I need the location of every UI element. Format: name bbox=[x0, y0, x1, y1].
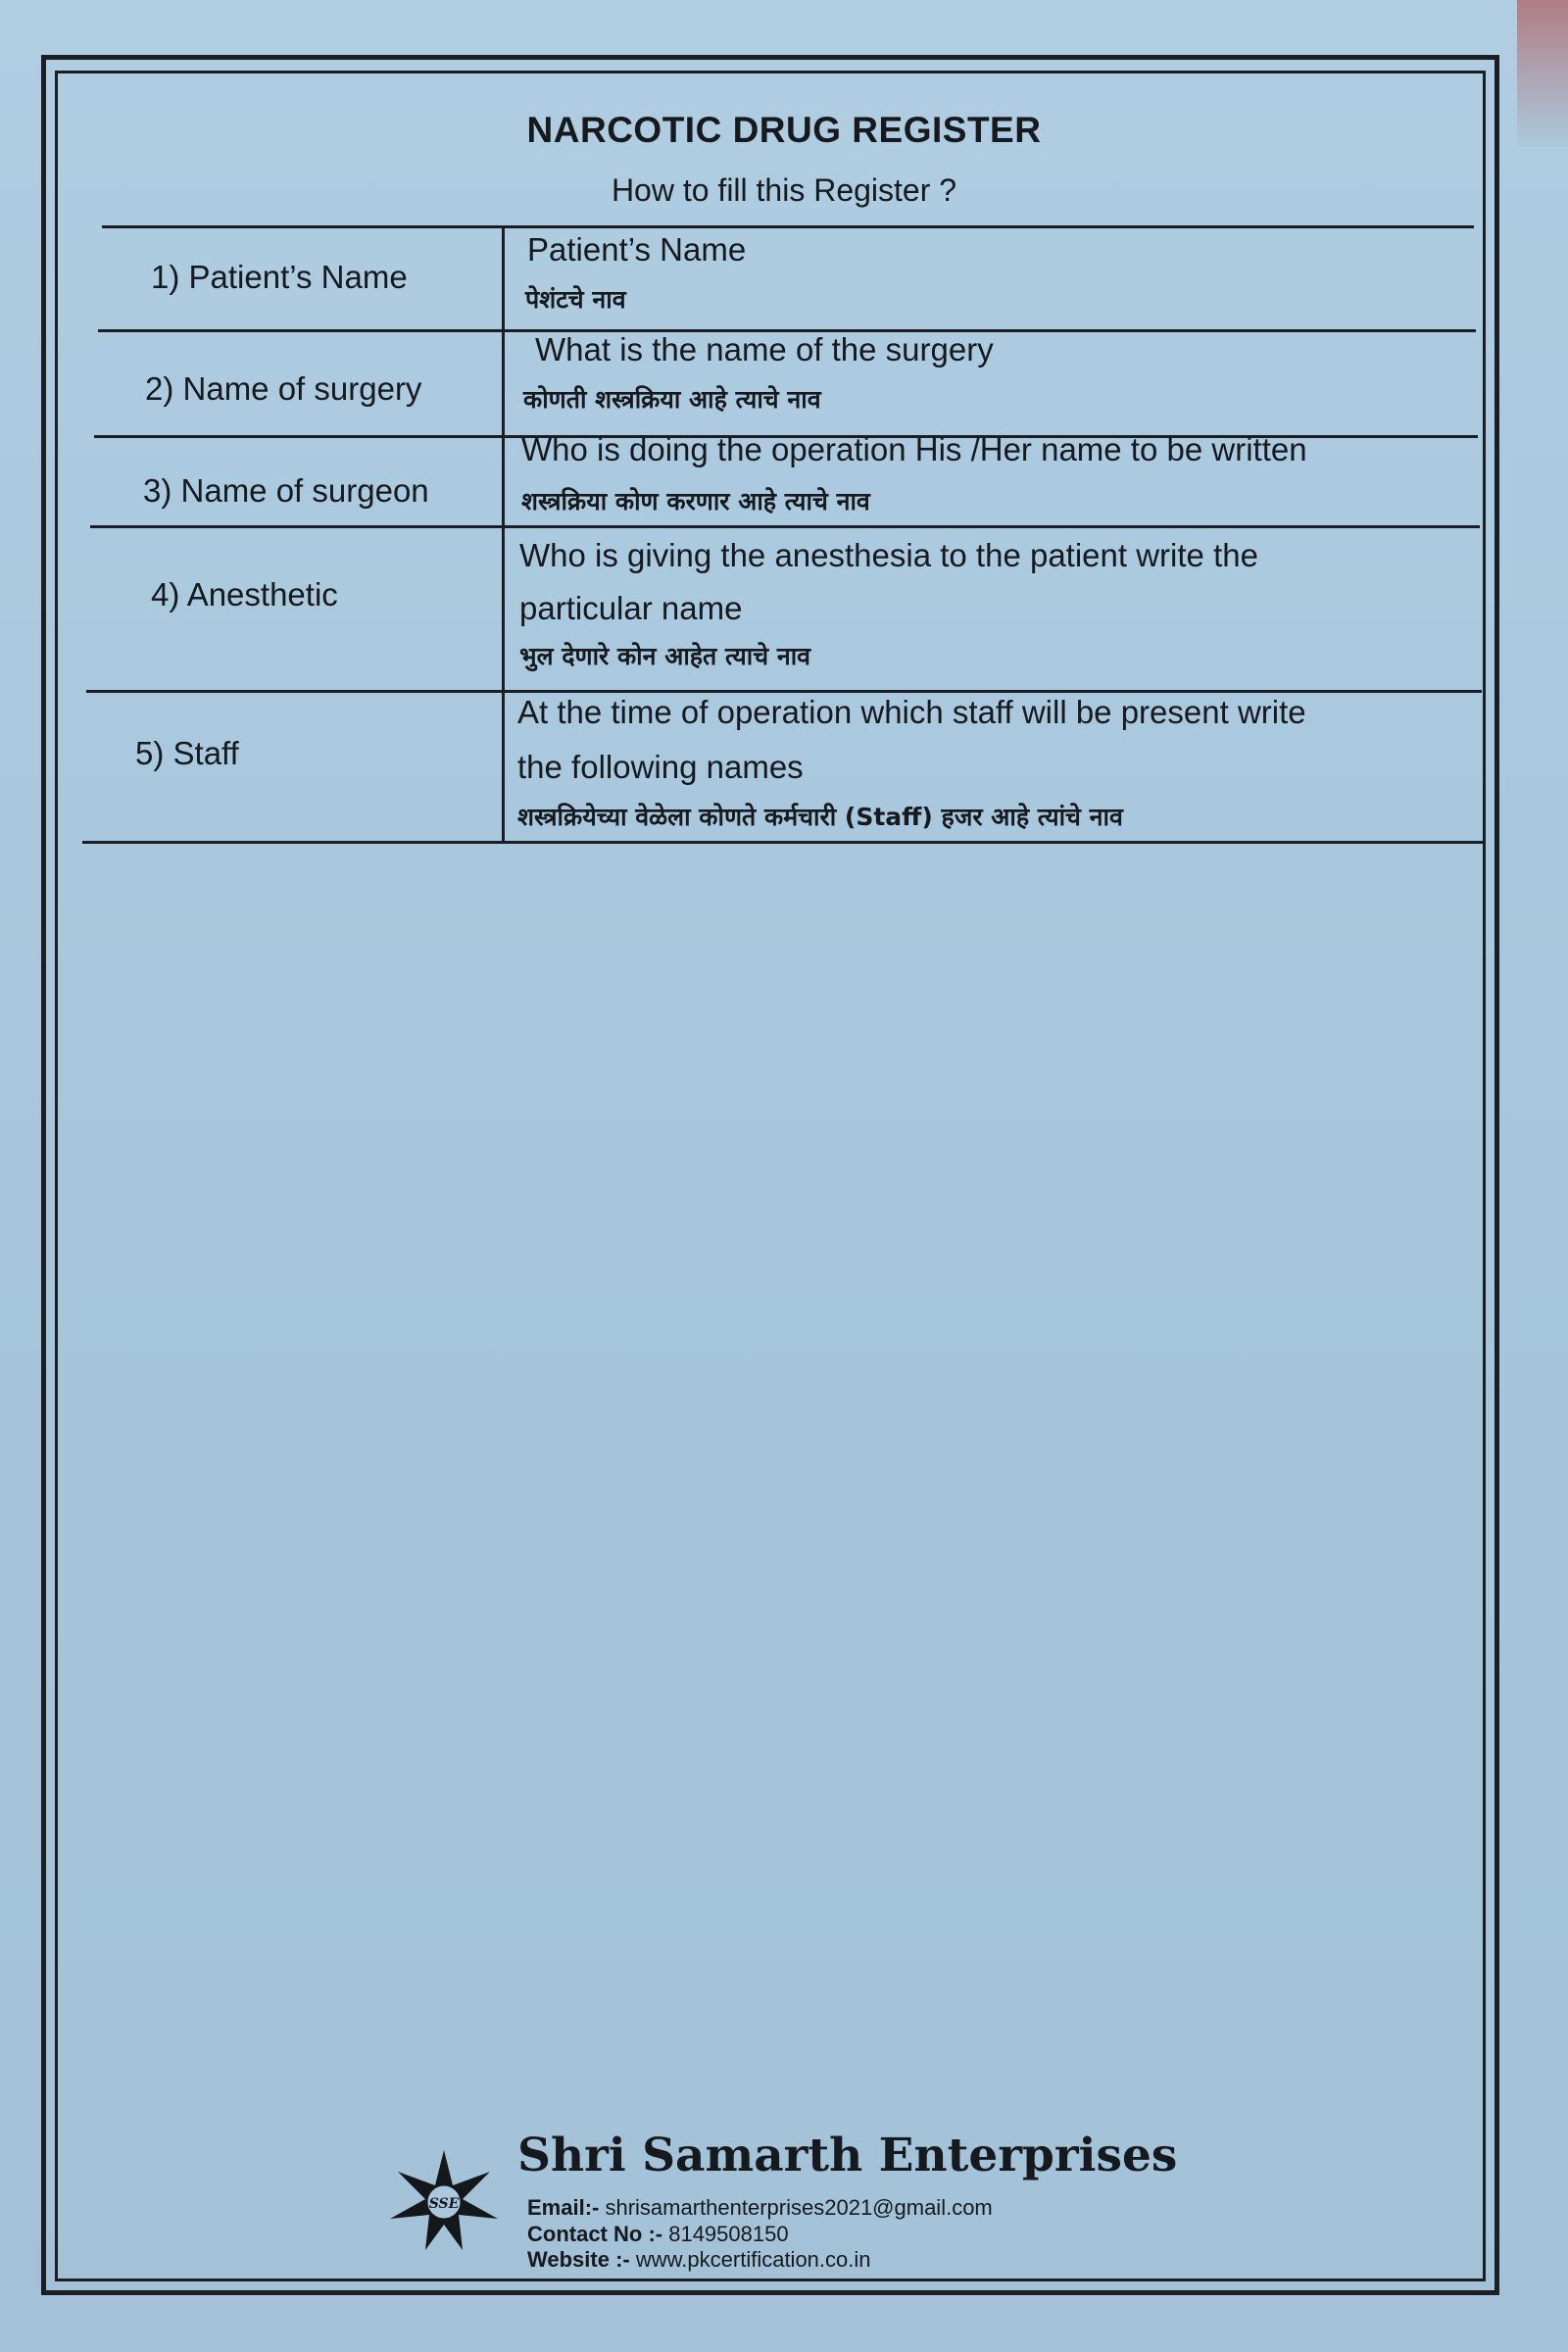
row-description: What is the name of the surgery bbox=[535, 331, 994, 368]
row-description-marathi: भुल देणारे कोन आहेत त्याचे नाव bbox=[519, 642, 811, 670]
row-label: 2) Name of surgery bbox=[145, 370, 422, 407]
row-label: 1) Patient’s Name bbox=[151, 259, 408, 295]
row-description: particular name bbox=[519, 590, 743, 626]
row-description-marathi: पेशंटचे नाव bbox=[525, 285, 626, 314]
row-description-marathi: शस्त्रक्रियेच्या वेळेला कोणते कर्मचारी (Staff) हजर आहे त्यांचे नाव bbox=[517, 803, 1123, 831]
contact-label: Contact No :- bbox=[527, 2222, 663, 2246]
table-line-top bbox=[102, 225, 1474, 228]
row-description: Who is giving the anesthesia to the patient write the bbox=[519, 537, 1258, 573]
row-description-marathi: शस्त्रक्रिया कोण करणार आहे त्याचे नाव bbox=[521, 487, 870, 515]
website-label: Website :- bbox=[527, 2247, 630, 2272]
email-value: shrisamarthenterprises2021@gmail.com bbox=[605, 2195, 993, 2220]
paper-corner-edge bbox=[1517, 0, 1568, 147]
row-description: At the time of operation which staff will be present write bbox=[517, 694, 1306, 730]
row-description-marathi: कोणती शस्त्रक्रिया आहे त्याचे नाव bbox=[523, 385, 821, 414]
table-line-bottom bbox=[82, 841, 1484, 844]
register-subtitle: How to fill this Register ? bbox=[611, 172, 957, 208]
svg-text:SSE: SSE bbox=[428, 2196, 460, 2212]
company-name: Shri Samarth Enterprises bbox=[517, 2129, 1178, 2182]
company-logo-icon bbox=[384, 2146, 504, 2254]
email-label: Email:- bbox=[527, 2195, 600, 2220]
row-label: 3) Name of surgeon bbox=[143, 472, 429, 509]
company-contact bbox=[527, 2222, 789, 2247]
table-column-divider bbox=[502, 225, 505, 843]
row-label: 4) Anesthetic bbox=[151, 576, 338, 612]
contact-value: 8149508150 bbox=[668, 2222, 789, 2246]
company-website bbox=[527, 2247, 871, 2273]
website-value: www.pkcertification.co.in bbox=[635, 2247, 871, 2272]
company-email bbox=[527, 2195, 993, 2221]
row-description: Who is doing the operation His /Her name to be written bbox=[521, 431, 1307, 467]
row-description: Patient’s Name bbox=[527, 231, 747, 268]
row-label: 5) Staff bbox=[135, 735, 239, 771]
register-title: NARCOTIC DRUG REGISTER bbox=[526, 110, 1042, 150]
row-description: the following names bbox=[517, 749, 804, 785]
table-line-row3 bbox=[90, 525, 1480, 528]
